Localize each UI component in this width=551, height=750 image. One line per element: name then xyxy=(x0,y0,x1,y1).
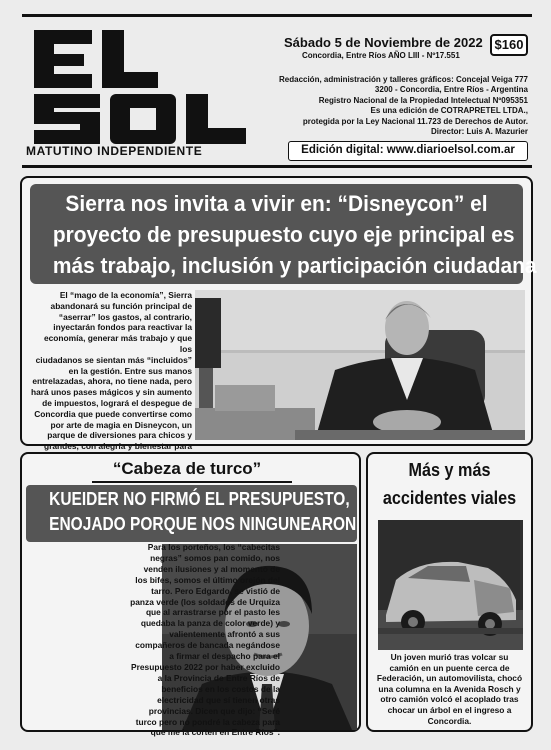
info-line: Redacción, administración y talleres gráficos: Concejal Veiga 777 xyxy=(279,75,528,84)
headline-line: Más y más xyxy=(408,460,491,480)
info-line: Registro Nacional de la Propiedad Intelectual Nº095351 xyxy=(318,95,528,105)
digital-edition-link[interactable]: Edición digital: www.diarioelsol.com.ar xyxy=(288,141,528,161)
main-story-body: El “mago de la economía”, Sierra abandonará su función principal de “aserrar” los gastos, al contrario, inyectarán fondos para reactivar la economía, generar más trabajo y que los ciudadanos se sientan más “incluidos” en la gestión. Entre sus manos entrelazadas, ahora, no tiene nada, pero hará unos pases mágicos y sin aumento de impuestos, logrará el despegue de Concordia que puede convertirse como por arte de magia en Disneycon, un parque de diversiones para chicos y grandes, con alegría y bienestar para xyxy=(30,290,192,452)
top-rule xyxy=(22,14,532,17)
headline-line: KUEIDER NO FIRMÓ EL PRESUPUESTO, xyxy=(49,489,350,509)
turco-kicker: “Cabeza de turco” xyxy=(112,459,262,478)
masthead xyxy=(22,14,532,170)
headline-line: ENOJADO PORQUE NOS NINGUNEARON xyxy=(49,514,357,534)
main-story[interactable] xyxy=(20,176,537,452)
turco-story[interactable] xyxy=(20,452,361,738)
info-line: 3200 - Concordia, Entre Ríos - Argentina xyxy=(374,85,528,95)
el-sol-logo xyxy=(30,26,250,156)
headline-line: Sierra nos invita a vivir en: “Disneycon” el xyxy=(65,191,488,216)
accident-headline xyxy=(376,456,523,512)
info-line: Es una edición de COTRAPRETEL LTDA., xyxy=(370,106,528,116)
headline-line: accidentes viales xyxy=(382,488,517,508)
turco-story-body: Para los porteños, los “cabecitas negras” somos pan comido, nos venden ilusiones y al momento de los bifes, somos el último orejón del tarro. Pero Edgardo, se vistió de panza verde (los soldados de Urquiza que al arrastrarse por el pasto les quedaba la panza de color verde) y valientemente afrontó a sus compañeros de bancada negándose a firmar el despacho para el Presupuesto 2022 por haber excluido a la Provincia de Entre Ríos de beneficios en los costos de la electricidad que sí tienen otras provincias. Dicen que dijo: “Seré turco pero no pondré la cabeza para que me la corten en Entre Ríos”. xyxy=(130,542,280,738)
crashed-car-photo xyxy=(378,520,523,650)
issue-date: Sábado 5 de Noviembre de 2022 xyxy=(284,35,483,50)
headline-line: más trabajo, inclusión y participación ciudadana xyxy=(52,253,537,278)
info-line: Director: Luis A. Mazurier xyxy=(430,127,528,137)
masthead-subtitle: MATUTINO INDEPENDIENTE xyxy=(26,144,203,158)
headline-line: proyecto de presupuesto cuyo eje principal es xyxy=(52,222,515,247)
accident-story-body: Un joven murió tras volcar su camión en un puente cerca de Federación, un automovilista, chocó una columna en la Avenida Rosch y otro camión volcó el acoplado tras chocar un árbol en el ingreso a Concordia. xyxy=(376,652,523,726)
publisher-info xyxy=(268,75,528,137)
masthead-rule xyxy=(22,165,532,168)
info-line: protegida por la Ley Nacional 11.723 de Derechos de Autor. xyxy=(302,116,528,126)
price-badge: $160 xyxy=(490,34,528,56)
accident-story[interactable] xyxy=(366,452,533,732)
issue-location: Concordia, Entre Ríos AÑO LIII - Nº17.551 xyxy=(302,51,460,60)
sierra-photo xyxy=(195,290,525,440)
turco-headline xyxy=(26,485,357,542)
kicker-underline xyxy=(92,481,292,483)
main-headline xyxy=(30,184,537,284)
